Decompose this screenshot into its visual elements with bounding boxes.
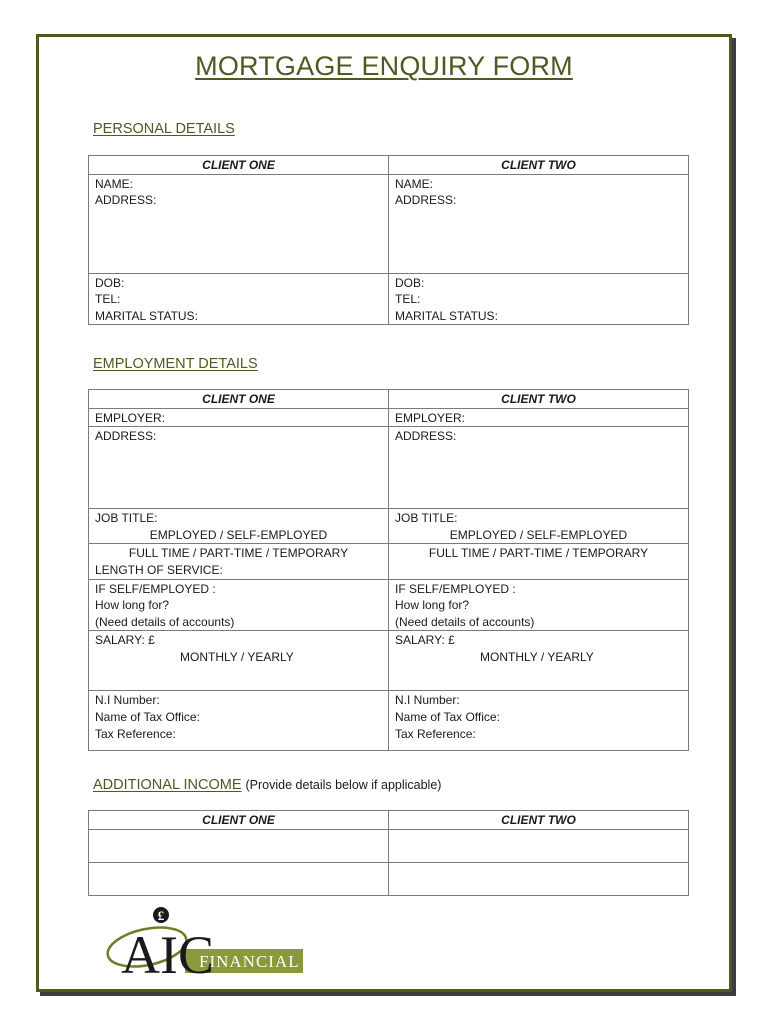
client-two-self-employed[interactable]: [389, 579, 689, 631]
tax-office-label: Name of Tax Office:: [95, 709, 200, 724]
salary-label: SALARY: £: [395, 633, 455, 648]
employment-details-table: [88, 389, 689, 751]
client-one-contact[interactable]: [89, 273, 389, 325]
client-two-income-row-2[interactable]: [389, 862, 689, 895]
client-one-name-address[interactable]: [89, 174, 389, 273]
if-self-employed-label: IF SELF/EMPLOYED :: [95, 581, 216, 596]
form-page: [36, 34, 732, 992]
client-one-header: CLIENT ONE: [89, 390, 389, 409]
client-two-employer[interactable]: [389, 408, 689, 427]
marital-status-label: MARITAL STATUS:: [95, 308, 198, 323]
employer-label: EMPLOYER:: [395, 410, 466, 425]
pound-symbol: £: [157, 908, 165, 923]
client-one-header: CLIENT ONE: [89, 811, 389, 830]
additional-income-title: ADDITIONAL INCOME: [93, 777, 242, 793]
address-label: ADDRESS:: [395, 429, 457, 444]
employer-label: EMPLOYER:: [95, 410, 166, 425]
name-label: NAME:: [95, 176, 134, 191]
how-long-label: How long for?: [95, 598, 170, 613]
client-two-header: CLIENT TWO: [389, 811, 689, 830]
marital-status-label: MARITAL STATUS:: [395, 308, 498, 323]
client-two-contact[interactable]: [389, 273, 689, 325]
address-label: ADDRESS:: [95, 429, 157, 444]
client-one-income-row-2[interactable]: [89, 862, 389, 895]
client-two-salary[interactable]: [389, 631, 689, 691]
tax-reference-label: Tax Reference:: [95, 726, 176, 741]
personal-details-table: [88, 155, 689, 325]
job-title-label: JOB TITLE:: [95, 511, 158, 526]
salary-period-option[interactable]: MONTHLY / YEARLY: [480, 649, 594, 664]
client-two-name-address[interactable]: [389, 174, 689, 273]
address-label: ADDRESS:: [395, 193, 457, 208]
tel-label: TEL:: [395, 292, 421, 307]
ni-number-label: N.I Number:: [95, 693, 160, 708]
client-one-header: CLIENT ONE: [89, 156, 389, 175]
address-label: ADDRESS:: [95, 193, 157, 208]
tel-label: TEL:: [95, 292, 121, 307]
work-pattern-option[interactable]: FULL TIME / PART-TIME / TEMPORARY: [428, 546, 649, 561]
client-two-header: CLIENT TWO: [389, 390, 689, 409]
tax-office-label: Name of Tax Office:: [395, 709, 500, 724]
client-one-salary[interactable]: [89, 631, 389, 691]
employment-details-heading: EMPLOYMENT DETAILS: [93, 356, 258, 372]
client-two-job[interactable]: [389, 509, 689, 544]
employment-type-option[interactable]: EMPLOYED / SELF-EMPLOYED: [149, 527, 328, 542]
client-one-income-row-1[interactable]: [89, 829, 389, 862]
client-one-employer[interactable]: [89, 408, 389, 427]
length-of-service-label: LENGTH OF SERVICE:: [95, 562, 223, 577]
logo-word: FINANCIAL: [199, 952, 300, 971]
additional-income-note: (Provide details below if applicable): [245, 778, 442, 792]
salary-period-option[interactable]: MONTHLY / YEARLY: [180, 649, 294, 664]
additional-income-heading: [93, 777, 441, 793]
if-self-employed-label: IF SELF/EMPLOYED :: [395, 581, 516, 596]
personal-details-heading: PERSONAL DETAILS: [93, 121, 235, 137]
dob-label: DOB:: [95, 275, 125, 290]
employment-type-option[interactable]: EMPLOYED / SELF-EMPLOYED: [449, 527, 628, 542]
name-label: NAME:: [395, 176, 434, 191]
additional-income-table: [88, 810, 689, 896]
client-two-tax[interactable]: [389, 691, 689, 751]
accounts-note: (Need details of accounts): [95, 614, 235, 629]
client-two-header: CLIENT TWO: [389, 156, 689, 175]
how-long-label: How long for?: [395, 598, 470, 613]
dob-label: DOB:: [395, 275, 425, 290]
page-title: MORTGAGE ENQUIRY FORM: [195, 51, 573, 81]
job-title-label: JOB TITLE:: [395, 511, 458, 526]
client-two-employer-address[interactable]: [389, 427, 689, 509]
logo-letters: AIC: [121, 925, 214, 981]
salary-label: SALARY: £: [95, 633, 155, 648]
client-one-self-employed[interactable]: [89, 579, 389, 631]
accounts-note: (Need details of accounts): [395, 614, 535, 629]
client-one-tax[interactable]: [89, 691, 389, 751]
client-one-job[interactable]: [89, 509, 389, 544]
ni-number-label: N.I Number:: [395, 693, 460, 708]
aic-financial-logo: [103, 905, 313, 981]
client-one-employer-address[interactable]: [89, 427, 389, 509]
work-pattern-option[interactable]: FULL TIME / PART-TIME / TEMPORARY: [128, 546, 349, 561]
tax-reference-label: Tax Reference:: [395, 726, 476, 741]
client-two-income-row-1[interactable]: [389, 829, 689, 862]
client-one-hours[interactable]: [89, 544, 389, 579]
client-two-hours[interactable]: [389, 544, 689, 579]
